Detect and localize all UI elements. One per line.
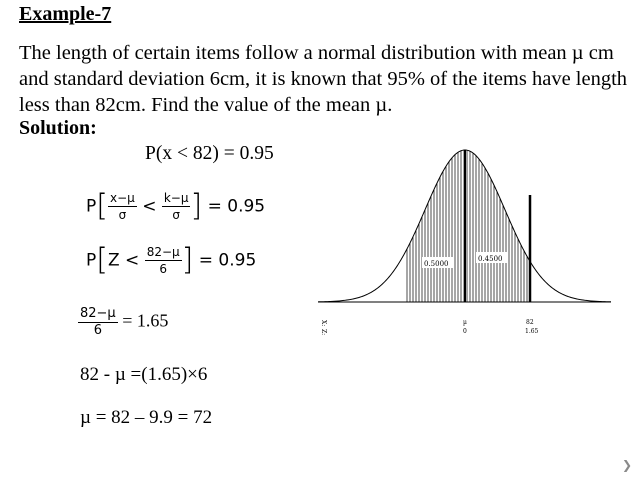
normal-curve-figure (315, 145, 615, 345)
step-3-p: P (86, 250, 97, 271)
problem-statement: The length of certain items follow a normal distribution with mean µ cm and standard deviation 6cm, it is known that 95% of the items have length less than 82cm. Find the value of the mean µ. (19, 42, 628, 116)
fraction-3 (145, 244, 182, 277)
step-1: P(x < 82) = 0.95 (145, 143, 274, 164)
fraction-4-num: 82−µ (80, 306, 116, 321)
step-3-z: Z < (107, 250, 140, 271)
step-4 (78, 306, 168, 339)
right-area-label: 0.4500 (478, 255, 503, 263)
z-axis-label: Z: (320, 329, 327, 336)
fraction-1-num: x−µ (109, 191, 135, 205)
fraction-2-num: k−µ (163, 191, 189, 205)
step-2-rhs: = 0.95 (207, 196, 266, 217)
step-4-rhs: = 1.65 (122, 310, 169, 331)
step-3 (86, 244, 256, 277)
fraction-3-num: 82−µ (146, 245, 180, 259)
x-mu-label: µ (463, 319, 467, 326)
step-3-rhs: = 0.95 (198, 250, 257, 271)
step-6: µ = 82 – 9.9 = 72 (80, 407, 213, 428)
fraction-2-den: σ (172, 208, 180, 222)
close-bracket: ] (190, 188, 203, 224)
step-5: 82 - µ =(1.65)×6 (80, 364, 208, 385)
x-axis-label: X: (320, 320, 327, 327)
open-bracket: [ (96, 188, 108, 224)
shaded-region (407, 150, 527, 302)
left-area-label: 0.5000 (424, 260, 449, 268)
step-2 (86, 190, 265, 223)
less-than: < (142, 196, 157, 217)
open-bracket: [ (96, 242, 108, 278)
fraction-4-den: 6 (93, 323, 102, 338)
next-slide-icon[interactable]: ❯ (621, 458, 632, 472)
solution-label: Solution: (19, 117, 97, 139)
fraction-1-den: σ (118, 208, 127, 222)
fraction-2 (162, 190, 191, 223)
x-82-label: 82 (526, 319, 534, 326)
close-bracket: ] (181, 242, 194, 278)
fraction-1 (108, 190, 137, 223)
fraction-4 (78, 306, 118, 339)
fraction-3-den: 6 (159, 262, 167, 276)
z-165-label: 1.65 (525, 328, 539, 335)
z-mu-label: 0 (463, 328, 467, 335)
example-heading: Example-7 (19, 3, 112, 25)
step-2-p: P (86, 196, 97, 217)
